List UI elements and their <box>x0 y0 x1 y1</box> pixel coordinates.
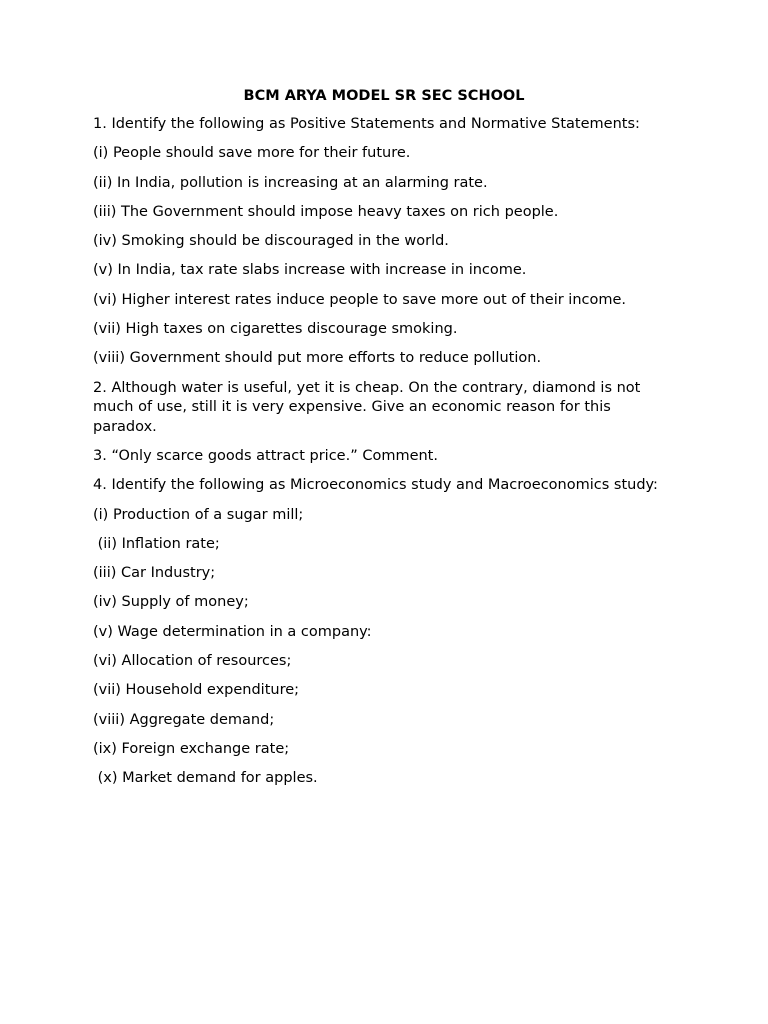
question-4-item-iii: (iii) Car Industry; <box>93 565 216 582</box>
document-title: BCM ARYA MODEL SR SEC SCHOOL <box>243 88 525 104</box>
question-3: 3. “Only scarce goods attract price.” Comment. <box>93 447 438 464</box>
question-4-item-i: (i) Production of a sugar mill; <box>93 506 304 523</box>
question-2: 2. Although water is useful, yet it is cheap. On the contrary, diamond is not much of use, still it is very expensive. Give an economic reason for this paradox. <box>93 379 645 435</box>
document-page <box>93 86 673 799</box>
question-4-item-ii: (ii) Inflation rate; <box>93 535 220 552</box>
question-1-item-vii: (vii) High taxes on cigarettes discourage smoking. <box>93 321 458 338</box>
question-1-item-iii: (iii) The Government should impose heavy taxes on rich people. <box>93 203 559 220</box>
question-4-item-vi: (vi) Allocation of resources; <box>93 653 292 670</box>
question-1-item-viii: (viii) Government should put more efforts to reduce pollution. <box>93 350 542 367</box>
question-4-item-vii: (vii) Household expenditure; <box>93 682 300 699</box>
question-4: 4. Identify the following as Microeconomics study and Macroeconomics study: <box>93 477 658 494</box>
question-1-item-iv: (iv) Smoking should be discouraged in the world. <box>93 233 449 250</box>
question-4-item-viii: (viii) Aggregate demand; <box>93 711 275 728</box>
question-4-item-ix: (ix) Foreign exchange rate; <box>93 740 290 757</box>
question-4-item-v: (v) Wage determination in a company: <box>93 623 372 640</box>
question-4-item-iv: (iv) Supply of money; <box>93 594 249 611</box>
question-1-item-i: (i) People should save more for their future. <box>93 145 411 162</box>
question-4-item-x: (x) Market demand for apples. <box>93 770 318 787</box>
question-1: 1. Identify the following as Positive Statements and Normative Statements: <box>93 116 640 132</box>
question-1-item-v: (v) In India, tax rate slabs increase with increase in income. <box>93 262 527 279</box>
question-1-item-ii: (ii) In India, pollution is increasing at an alarming rate. <box>93 174 488 191</box>
question-1-item-vi: (vi) Higher interest rates induce people to save more out of their income. <box>93 291 627 308</box>
